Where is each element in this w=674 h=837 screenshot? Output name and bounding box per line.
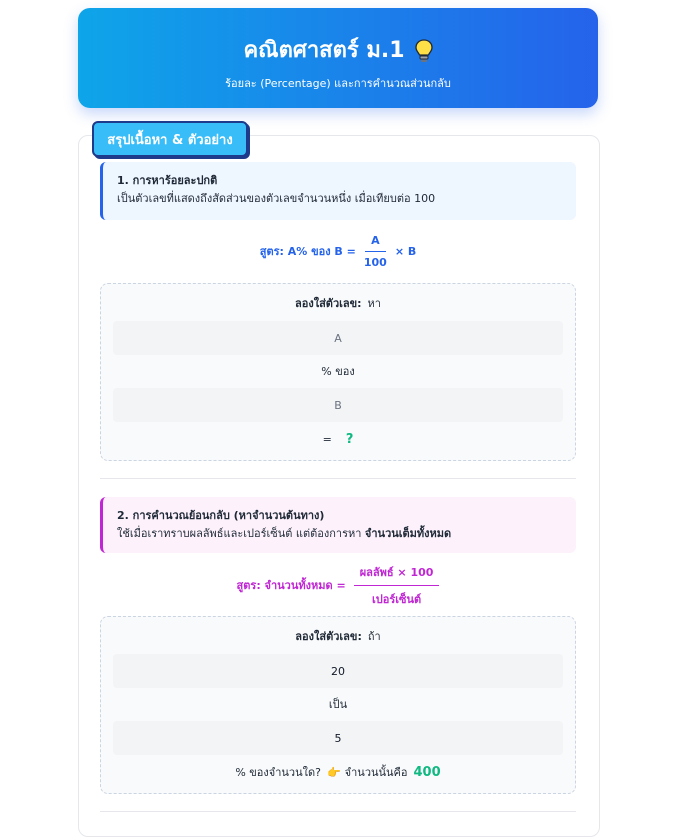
formula-label: สูตร: A% ของ B = <box>259 245 356 258</box>
fraction-denominator: 100 <box>363 255 387 269</box>
header-banner <box>78 8 598 108</box>
calculator-reverse <box>100 616 576 794</box>
fraction-denominator: เปอร์เซ็นต์ <box>371 592 422 606</box>
try-label: ลองใส่ตัวเลข: <box>295 630 362 643</box>
calculator-percentage <box>100 283 576 461</box>
formula-label: สูตร: จำนวนทั้งหมด = <box>236 579 346 592</box>
answer-value: ? <box>345 431 354 447</box>
fraction-numerator: A <box>365 234 386 252</box>
section-tag: สรุปเนื้อหา & ตัวอย่าง <box>92 121 248 157</box>
formula-multiplier: × B <box>394 244 417 258</box>
input-result-value[interactable]: 20 <box>113 654 563 688</box>
formula-reverse <box>100 562 576 608</box>
page-subtitle: ร้อยละ (Percentage) และการคำนวณส่วนกลับ <box>225 77 451 90</box>
question-text: % ของจำนวนใด? <box>235 766 321 779</box>
concept-title: 1. การหาร้อยละปกติ <box>117 174 218 187</box>
concept-description: ใช้เมื่อเราทราบผลลัพธ์และเปอร์เซ็นต์ แต่ต้องการหา จำนวนเต็มทั้งหมด <box>117 527 452 540</box>
calculator-mid-text: % ของ <box>321 365 355 378</box>
concept-box-percentage <box>100 162 576 220</box>
concept-title: 2. การคำนวณย้อนกลับ (หาจำนวนต้นทาง) <box>117 509 325 522</box>
input-number-b[interactable]: B <box>113 388 563 422</box>
try-word: หา <box>367 297 381 310</box>
calculator-mid-text: เป็น <box>328 698 348 711</box>
calculator-prompt <box>113 286 563 320</box>
formula-percentage <box>100 228 576 274</box>
fraction-numerator: ผลลัพธ์ × 100 <box>354 563 440 586</box>
section-divider <box>100 478 576 479</box>
formula-fraction <box>364 234 387 269</box>
pointing-hand-icon: 👉 <box>326 765 341 779</box>
concept-box-reverse <box>100 497 576 553</box>
concept-description: เป็นตัวเลขที่แสดงถึงสัดส่วนของตัวเลขจำนวนหนึ่ง เมื่อเทียบต่อ 100 <box>117 192 436 205</box>
input-percent-a[interactable]: A <box>113 321 563 355</box>
equals-sign: = <box>322 432 332 446</box>
try-label: ลองใส่ตัวเลข: <box>295 297 362 310</box>
lightbulb-icon <box>415 39 433 63</box>
concept-highlight: จำนวนเต็มทั้งหมด <box>364 527 452 540</box>
result-value: 400 <box>413 764 441 780</box>
page-title <box>78 36 598 66</box>
section-divider <box>100 811 576 812</box>
try-word: ถ้า <box>367 630 381 643</box>
calculator-result <box>113 755 563 789</box>
formula-fraction <box>354 563 440 608</box>
result-text: จำนวนนั้นคือ <box>344 766 408 779</box>
input-percent-value[interactable]: 5 <box>113 721 563 755</box>
calculator-prompt <box>113 619 563 653</box>
page-title-text: คณิตศาสตร์ ม.1 <box>243 38 405 63</box>
calculator-result <box>113 422 563 456</box>
